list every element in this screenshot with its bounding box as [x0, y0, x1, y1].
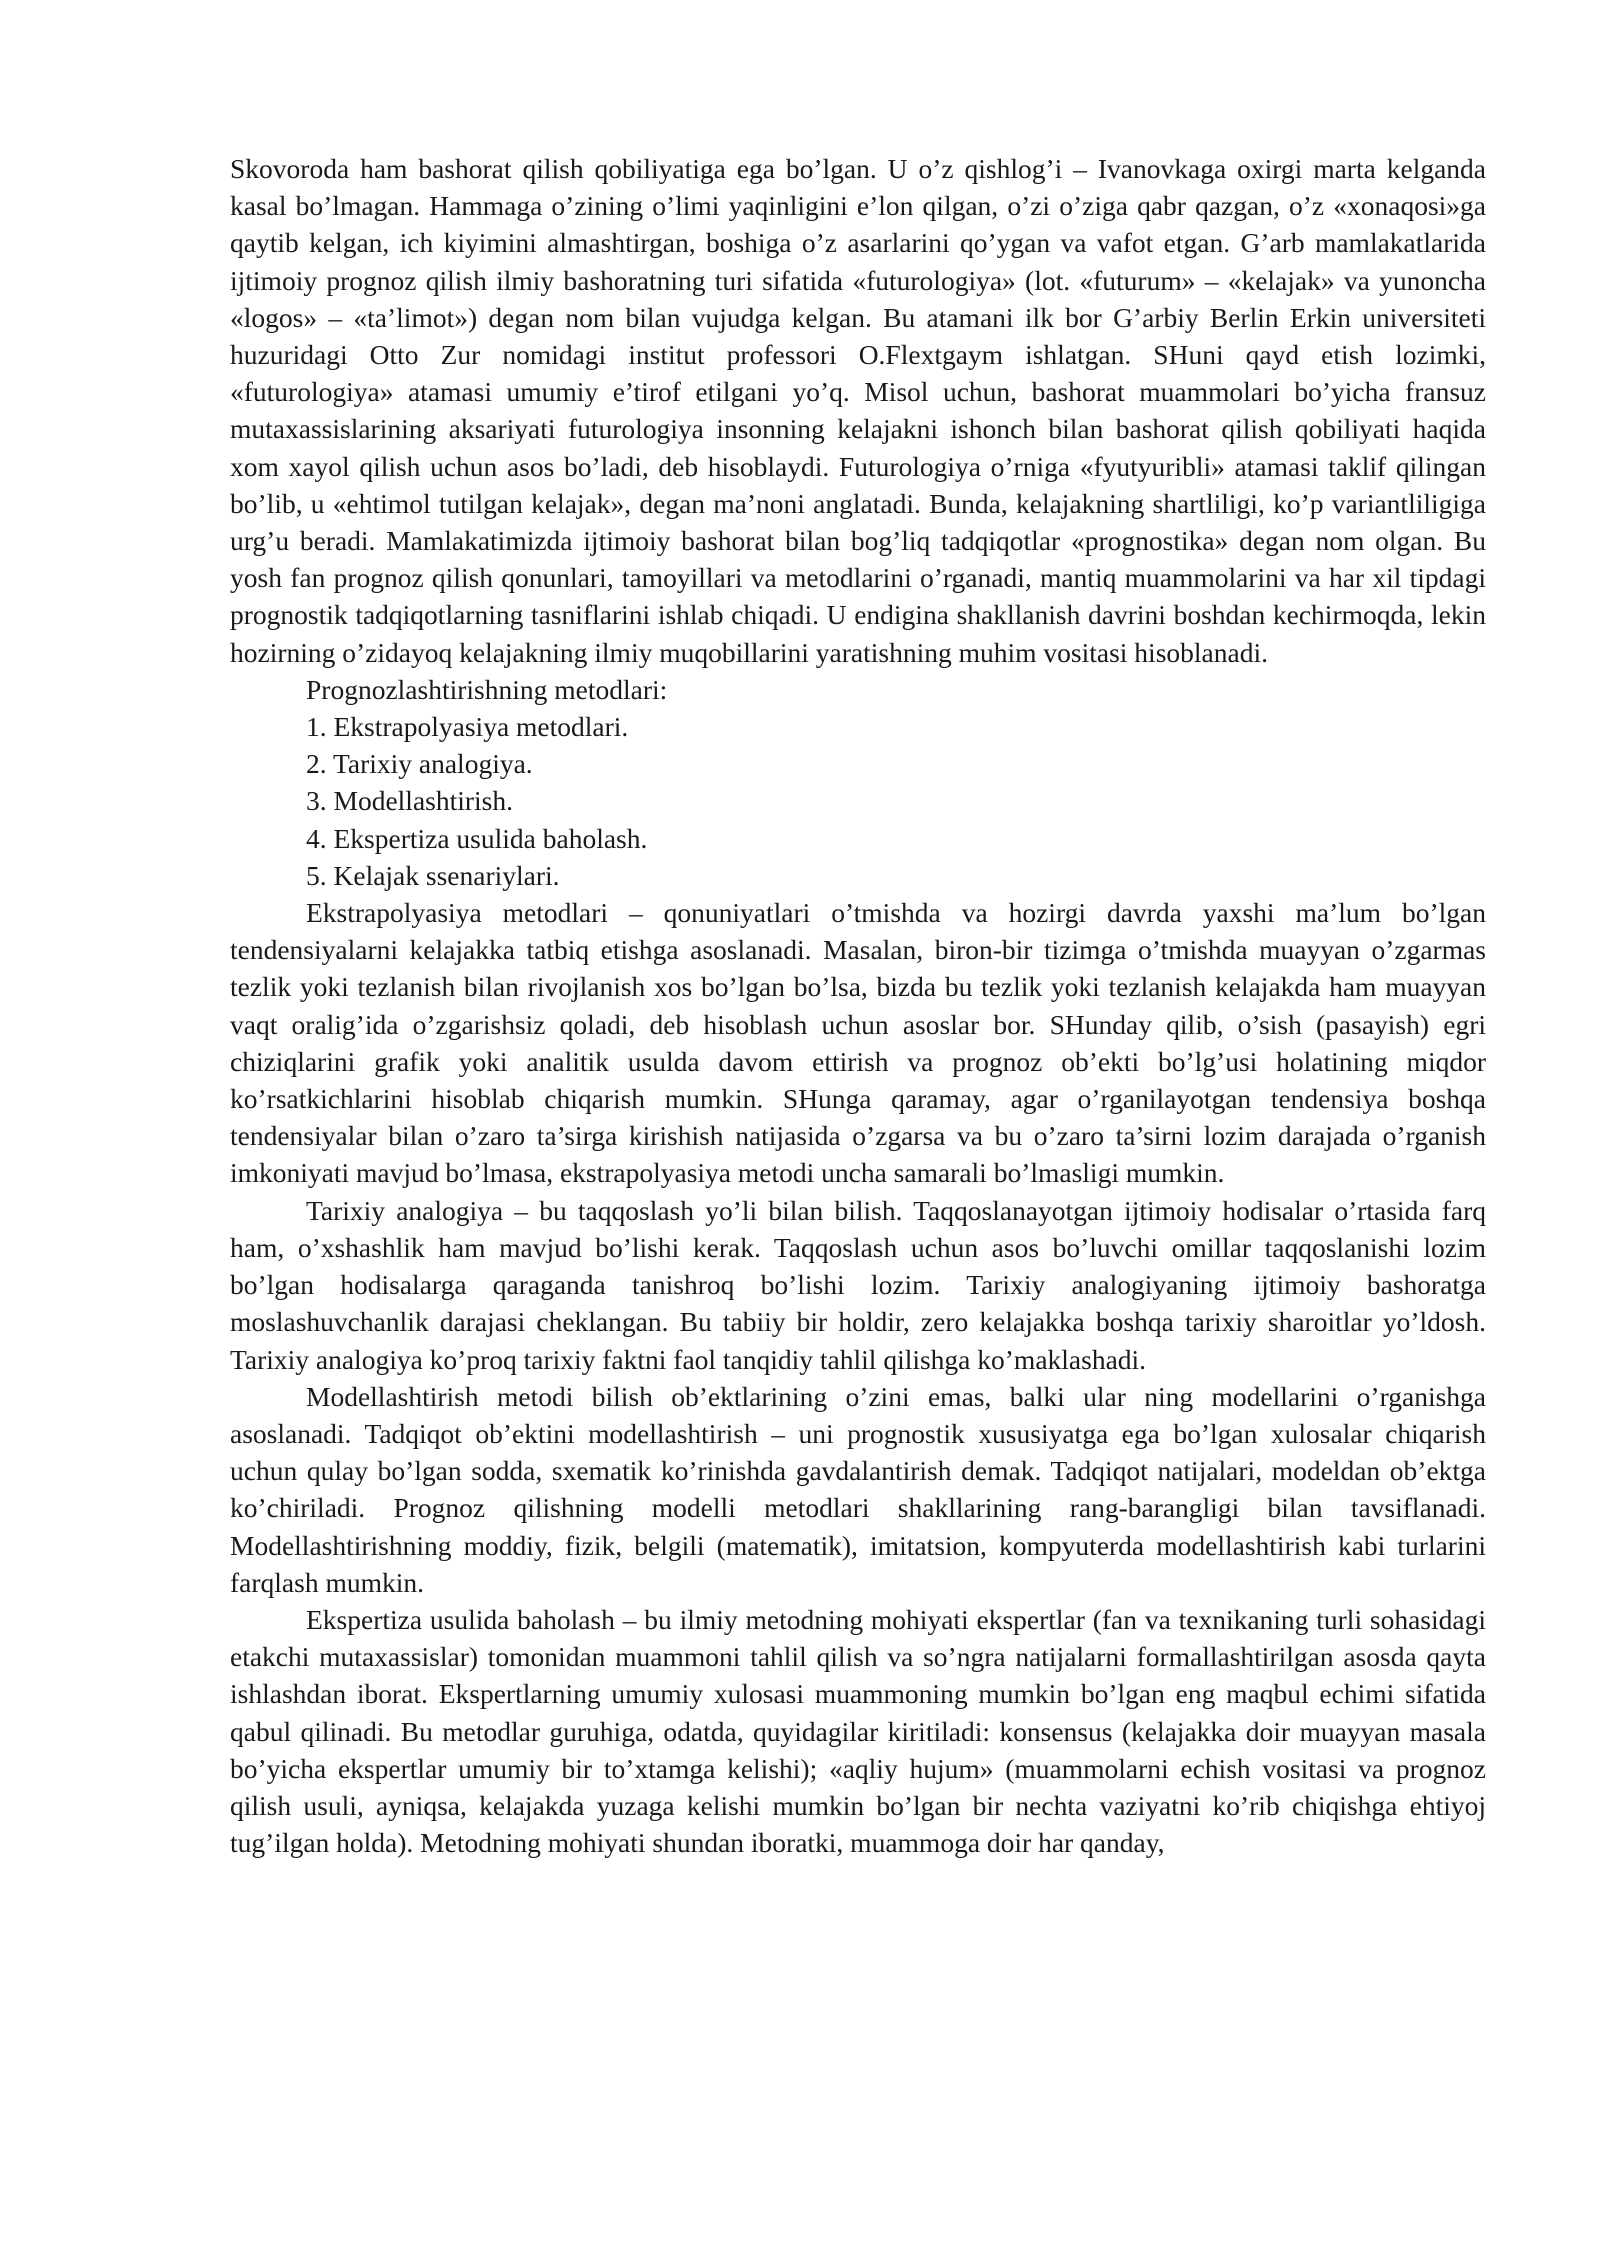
- list-item: 3. Modellashtirish.: [306, 785, 514, 817]
- list-item: 2. Tarixiy analogiya.: [306, 748, 533, 780]
- methods-list: [230, 708, 1486, 894]
- document-body: [230, 150, 1486, 1861]
- historical-analogy-paragraph: Tarixiy analogiya – bu taqqoslash yo’li bilan bilish. Taqqoslanayotgan ijtimoiy hodisalar o’rtasida farq ham, o’xshashlik ham mavjud bo’lishi kerak. Taqqoslash uchun asos bo’luvchi omillar taqqoslanishi lozim bo’lgan hodisalarga qaraganda tanishroq bo’lishi lozim. Tarixiy analogiyaning ijtimoiy bashoratga moslashuvchanlik darajasi cheklangan. Bu tabiiy bir holdir, zero kelajakka boshqa tarixiy sharoitlar yo’ldosh. Tarixiy analogiya ko’proq tarixiy faktni faol tanqidiy tahlil qilishga ko’maklashadi.: [230, 1194, 1486, 1375]
- modeling-paragraph: Modellashtirish metodi bilish ob’ektlarining o’zini emas, balki ular ning modellarini o’rganishga asoslanadi. Tadqiqot ob’ektini modellashtirish – uni prognostik xususiyatga ega bo’lgan xulosalar chiqarish uchun qulay bo’lgan sodda, sxematik ko’rinishda gavdalantirish demak. Tadqiqot natijalari, modeldan ob’ektga ko’chiriladi. Prognoz qilishning modelli metodlari shakllarining rang-barangligi bilan tavsiflanadi. Modellashtirishning moddiy, fizik, belgili (matematik), imitatsion, kompyuterda modellashtirish kabi turlarini farqlash mumkin.: [230, 1380, 1486, 1598]
- expert-evaluation-paragraph: Ekspertiza usulida baholash – bu ilmiy metodning mohiyati ekspertlar (fan va texnikaning turli sohasidagi etakchi mutaxassislar) tomonidan muammoni tahlil qilish va so’ngra natijalarni formallashtirilgan asosda qayta ishlashdan iborat. Ekspertlarning umumiy xulosasi muammoning mumkin bo’lgan eng maqbul echimi sifatida qabul qilinadi. Bu metodlar guruhiga, odatda, quyidagilar kiritiladi: konsensus (kelajakka doir muayyan masala bo’yicha ekspertlar umumiy bir to’xtamga kelishi); «aqliy hujum» (muammolarni echish vositasi va prognoz qilish usuli, ayniqsa, kelajakda yuzaga kelishi mumkin bo’lgan bir nechta vaziyatni ko’rib chiqishga ehtiyoj tug’ilgan holda). Metodning mohiyati shundan iboratki, muammoga doir har qanday,: [230, 1603, 1486, 1859]
- methods-heading: Prognozlashtirishning metodlari:: [306, 673, 668, 705]
- extrapolation-paragraph: Ekstrapolyasiya metodlari – qonuniyatlari o’tmishda va hozirgi davrda yaxshi ma’lum bo’lgan tendensiyalarni kelajakka tatbiq etishga asoslanadi. Masalan, biron-bir tizimga o’tmishda muayyan o’zgarmas tezlik yoki tezlanish bilan rivojlanish xos bo’lgan bo’lsa, bizda bu tezlik yoki tezlanish kelajakda ham muayyan vaqt oralig’ida o’zgarishsiz qoladi, deb hisoblash uchun asoslar bor. SHunday qilib, o’sish (pasayish) egri chiziqlarini grafik yoki analitik usulda davom ettirish va prognoz ob’ekti bo’lg’usi holatining miqdor ko’rsatkichlarini hisoblab chiqarish mumkin. SHunga qaramay, agar o’rganilayotgan tendensiya boshqa tendensiyalar bilan o’zaro ta’sirga kirishish natijasida o’zgarsa va bu o’zaro ta’sirni lozim darajada o’rganish imkoniyati mavjud bo’lmasa, ekstrapolyasiya metodi uncha samarali bo’lmasligi mumkin.: [230, 897, 1486, 1189]
- intro-paragraph: Skovoroda ham bashorat qilish qobiliyatiga ega bo’lgan. U o’z qishlog’i – Ivanovkaga oxirgi marta kelganda kasal bo’lmagan. Hammaga o’zining o’limi yaqinligini e’lon qilgan, o’zi o’ziga qabr qazgan, o’z «xonaqosi»ga qaytib kelgan, ich kiyimini almashtirgan, boshiga o’z asarlarini qo’ygan va vafot etgan. G’arb mamlakatlarida ijtimoiy prognoz qilish ilmiy bashoratning turi sifatida «futurologiya» (lot. «futurum» – «kelajak» va yunoncha «logos» – «ta’limot») degan nom bilan vujudga kelgan. Bu atamani ilk bor G’arbiy Berlin Erkin universiteti huzuridagi Otto Zur nomidagi institut professori O.Flextgaym ishlatgan. SHuni qayd etish lozimki, «futurologiya» atamasi umumiy e’tirof etilgani yo’q. Misol uchun, bashorat muammolari bo’yicha fransuz mutaxassislarining aksariyati futurologiya insonning kelajakni ishonch bilan bashorat qilish qobiliyati haqida xom xayol qilish uchun asos bo’ladi, deb hisoblaydi. Futurologiya o’rniga «fyutyuribli» atamasi taklif qilingan bo’lib, u «ehtimol tutilgan kelajak», degan ma’noni anglatadi. Bunda, kelajakning shartliligi, ko’p variantliligiga urg’u beradi. Mamlakatimizda ijtimoiy bashorat bilan bog’liq tadqiqotlar «prognostika» degan nom olgan. Bu yosh fan prognoz qilish qonunlari, tamoyillari va metodlarini o’rganadi, mantiq muammolarini va har xil tipdagi prognostik tadqiqotlarning tasniflarini ishlab chiqadi. U endigina shakllanish davrini boshdan kechirmoqda, lekin hozirning o’zidayoq kelajakning ilmiy muqobillarini yaratishning muhim vositasi hisoblanadi.: [230, 153, 1486, 668]
- list-item: 1. Ekstrapolyasiya metodlari.: [306, 711, 629, 743]
- list-item: 4. Ekspertiza usulida baholash.: [306, 822, 648, 854]
- list-item: 5. Kelajak ssenariylari.: [306, 859, 560, 891]
